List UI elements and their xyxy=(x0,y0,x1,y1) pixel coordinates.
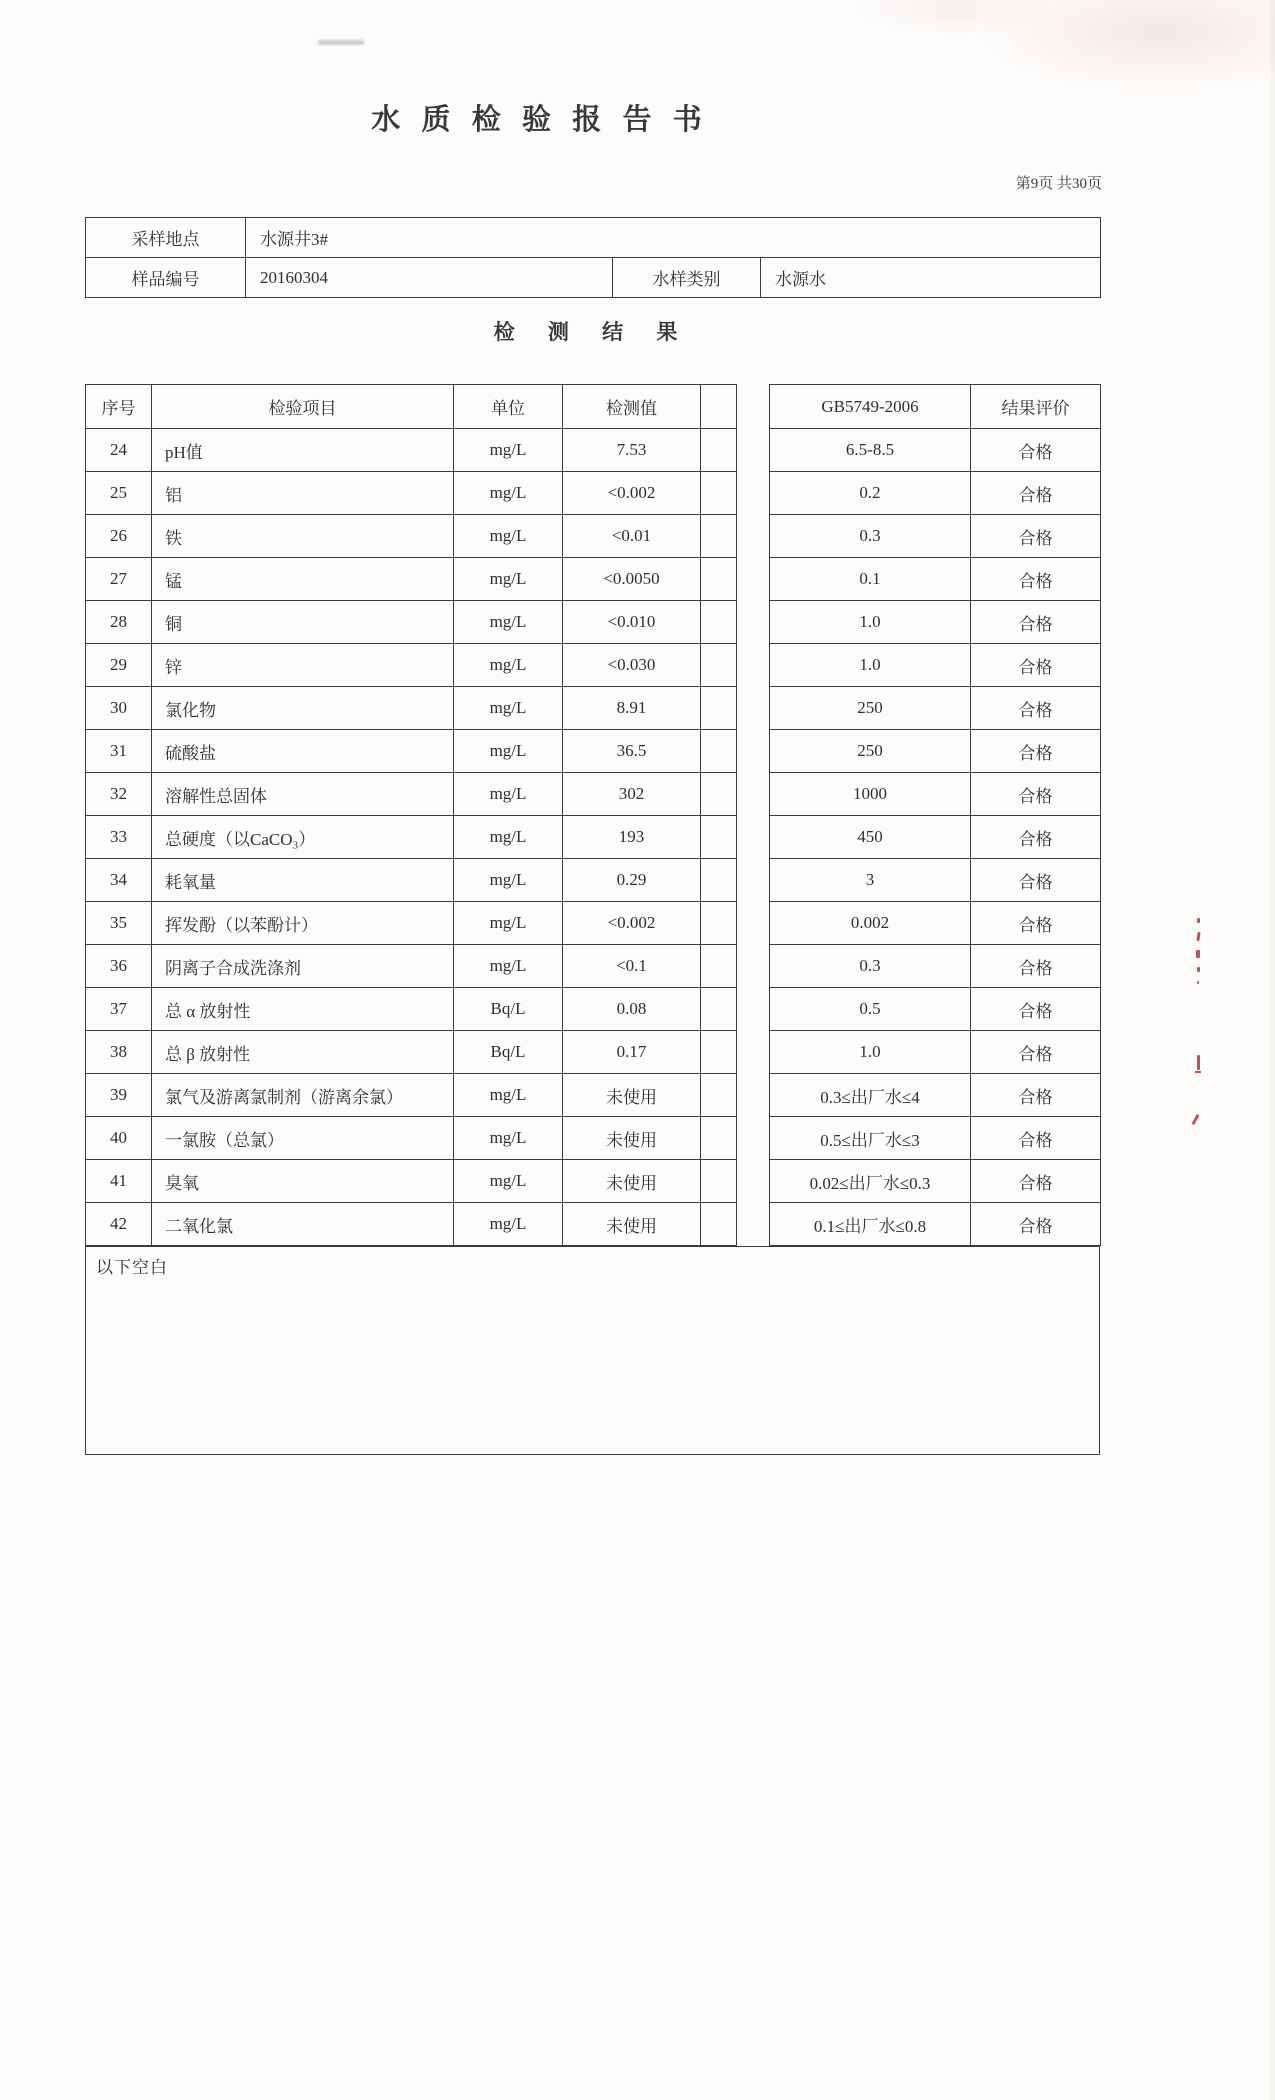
row-no: 40 xyxy=(86,1117,152,1160)
evaluation: 合格 xyxy=(971,1203,1101,1246)
ink-bleed-mark xyxy=(1197,1055,1200,1070)
result-row xyxy=(86,1160,737,1203)
item-name: 锰 xyxy=(152,558,454,601)
row-no: 27 xyxy=(86,558,152,601)
evaluation: 合格 xyxy=(971,1074,1101,1117)
row-spacer xyxy=(701,945,737,988)
result-row-standard xyxy=(770,644,1101,687)
unit: mg/L xyxy=(454,429,563,472)
unit: mg/L xyxy=(454,601,563,644)
row-spacer xyxy=(701,1117,737,1160)
ink-bleed-mark xyxy=(1192,1114,1200,1125)
evaluation: 合格 xyxy=(971,859,1101,902)
item-name: 耗氧量 xyxy=(152,859,454,902)
unit: mg/L xyxy=(454,816,563,859)
result-row xyxy=(86,902,737,945)
result-row-standard xyxy=(770,1031,1101,1074)
result-row xyxy=(86,1031,737,1074)
result-row-standard xyxy=(770,988,1101,1031)
measured-value: 36.5 xyxy=(563,730,701,773)
row-no: 41 xyxy=(86,1160,152,1203)
standard-limit: 0.1 xyxy=(770,558,971,601)
measured-value: <0.002 xyxy=(563,472,701,515)
sampling-site-value: 水源井3# xyxy=(246,218,1101,258)
measured-value: <0.002 xyxy=(563,902,701,945)
scan-smudge xyxy=(318,40,364,45)
measured-value: <0.1 xyxy=(563,945,701,988)
row-spacer xyxy=(701,773,737,816)
evaluation: 合格 xyxy=(971,472,1101,515)
row-spacer xyxy=(701,859,737,902)
evaluation: 合格 xyxy=(971,773,1101,816)
item-name: 硫酸盐 xyxy=(152,730,454,773)
item-name: 铝 xyxy=(152,472,454,515)
blank-note: 以下空白 xyxy=(96,1257,168,1277)
unit: mg/L xyxy=(454,902,563,945)
header-spacer xyxy=(701,385,737,429)
evaluation: 合格 xyxy=(971,902,1101,945)
row-no: 28 xyxy=(86,601,152,644)
evaluation: 合格 xyxy=(971,1117,1101,1160)
result-row-standard xyxy=(770,945,1101,988)
measured-value: <0.0050 xyxy=(563,558,701,601)
evaluation: 合格 xyxy=(971,1160,1101,1203)
row-no: 34 xyxy=(86,859,152,902)
standard-limit: 0.2 xyxy=(770,472,971,515)
measured-value: <0.030 xyxy=(563,644,701,687)
result-row-standard xyxy=(770,1117,1101,1160)
sample-info-table xyxy=(85,217,1101,298)
ink-bleed-marks xyxy=(1196,918,1200,984)
unit: mg/L xyxy=(454,945,563,988)
standard-limit: 250 xyxy=(770,687,971,730)
row-spacer xyxy=(701,601,737,644)
page-number: 第9页 共30页 xyxy=(1015,176,1102,192)
row-spacer xyxy=(701,988,737,1031)
result-row-standard xyxy=(770,472,1101,515)
header-item: 检验项目 xyxy=(152,385,454,429)
result-row xyxy=(86,1203,737,1246)
standard-limit: 0.3≤出厂水≤4 xyxy=(770,1074,971,1117)
measured-value: 7.53 xyxy=(563,429,701,472)
unit: mg/L xyxy=(454,515,563,558)
evaluation: 合格 xyxy=(971,558,1101,601)
item-name: pH值 xyxy=(152,429,454,472)
item-name: 挥发酚（以苯酚计） xyxy=(152,902,454,945)
unit: mg/L xyxy=(454,773,563,816)
row-no: 42 xyxy=(86,1203,152,1246)
section-title: 检 测 结 果 xyxy=(493,320,692,344)
row-spacer xyxy=(701,1160,737,1203)
result-row-standard xyxy=(770,558,1101,601)
item-name: 氯化物 xyxy=(152,687,454,730)
result-row-standard xyxy=(770,429,1101,472)
measured-value: 未使用 xyxy=(563,1074,701,1117)
standard-limit: 1000 xyxy=(770,773,971,816)
measured-value: <0.01 xyxy=(563,515,701,558)
result-row xyxy=(86,558,737,601)
row-spacer xyxy=(701,472,737,515)
result-row xyxy=(86,515,737,558)
result-row-standard xyxy=(770,1160,1101,1203)
row-no: 26 xyxy=(86,515,152,558)
standard-limit: 0.5 xyxy=(770,988,971,1031)
item-name: 臭氧 xyxy=(152,1160,454,1203)
row-spacer xyxy=(701,1074,737,1117)
row-spacer xyxy=(701,730,737,773)
result-row xyxy=(86,1074,737,1117)
result-row xyxy=(86,988,737,1031)
row-spacer xyxy=(701,429,737,472)
water-type-label: 水样类别 xyxy=(613,258,761,298)
result-row xyxy=(86,730,737,773)
row-no: 35 xyxy=(86,902,152,945)
evaluation: 合格 xyxy=(971,601,1101,644)
standard-limit: 0.3 xyxy=(770,945,971,988)
result-row xyxy=(86,773,737,816)
result-row xyxy=(86,687,737,730)
unit: mg/L xyxy=(454,687,563,730)
unit: Bq/L xyxy=(454,988,563,1031)
standard-limit: 0.3 xyxy=(770,515,971,558)
header-no: 序号 xyxy=(86,385,152,429)
sample-info-row xyxy=(86,218,1101,258)
header-unit: 单位 xyxy=(454,385,563,429)
row-no: 29 xyxy=(86,644,152,687)
header-evaluation: 结果评价 xyxy=(971,385,1101,429)
result-row-standard xyxy=(770,730,1101,773)
evaluation: 合格 xyxy=(971,429,1101,472)
row-spacer xyxy=(701,902,737,945)
unit: mg/L xyxy=(454,1074,563,1117)
row-no: 39 xyxy=(86,1074,152,1117)
standard-limit: 0.002 xyxy=(770,902,971,945)
item-name: 锌 xyxy=(152,644,454,687)
evaluation: 合格 xyxy=(971,687,1101,730)
row-no: 32 xyxy=(86,773,152,816)
unit: mg/L xyxy=(454,558,563,601)
evaluation: 合格 xyxy=(971,644,1101,687)
blank-remainder-box xyxy=(85,1246,1100,1455)
item-name: 总硬度（以CaCO₃） xyxy=(152,816,454,859)
result-row xyxy=(86,429,737,472)
standard-limit: 0.02≤出厂水≤0.3 xyxy=(770,1160,971,1203)
standard-limit: 1.0 xyxy=(770,601,971,644)
result-row-standard xyxy=(770,773,1101,816)
row-no: 33 xyxy=(86,816,152,859)
evaluation: 合格 xyxy=(971,988,1101,1031)
unit: mg/L xyxy=(454,1117,563,1160)
item-name: 阴离子合成洗涤剂 xyxy=(152,945,454,988)
measured-value: 0.08 xyxy=(563,988,701,1031)
result-row xyxy=(86,472,737,515)
results-table-left xyxy=(85,384,737,1246)
standard-limit: 0.1≤出厂水≤0.8 xyxy=(770,1203,971,1246)
sample-info-row xyxy=(86,258,1101,298)
unit: mg/L xyxy=(454,859,563,902)
standard-limit: 1.0 xyxy=(770,1031,971,1074)
page-title: 水 质 检 验 报 告 书 xyxy=(371,104,709,136)
results-table-right xyxy=(769,384,1101,1246)
standard-limit: 6.5-8.5 xyxy=(770,429,971,472)
unit: mg/L xyxy=(454,1160,563,1203)
item-name: 溶解性总固体 xyxy=(152,773,454,816)
row-spacer xyxy=(701,1203,737,1246)
measured-value: <0.010 xyxy=(563,601,701,644)
evaluation: 合格 xyxy=(971,515,1101,558)
result-row xyxy=(86,945,737,988)
row-no: 37 xyxy=(86,988,152,1031)
row-no: 31 xyxy=(86,730,152,773)
unit: mg/L xyxy=(454,730,563,773)
row-no: 38 xyxy=(86,1031,152,1074)
measured-value: 302 xyxy=(563,773,701,816)
result-row xyxy=(86,1117,737,1160)
header-value: 检测值 xyxy=(563,385,701,429)
row-no: 25 xyxy=(86,472,152,515)
row-spacer xyxy=(701,558,737,601)
evaluation: 合格 xyxy=(971,730,1101,773)
row-no: 36 xyxy=(86,945,152,988)
result-row xyxy=(86,601,737,644)
result-row-standard xyxy=(770,515,1101,558)
measured-value: 未使用 xyxy=(563,1160,701,1203)
result-row-standard xyxy=(770,902,1101,945)
item-name: 铁 xyxy=(152,515,454,558)
evaluation: 合格 xyxy=(971,945,1101,988)
standard-limit: 450 xyxy=(770,816,971,859)
row-spacer xyxy=(701,644,737,687)
sampling-site-label: 采样地点 xyxy=(86,218,246,258)
result-row-standard xyxy=(770,816,1101,859)
measured-value: 8.91 xyxy=(563,687,701,730)
item-name: 二氧化氯 xyxy=(152,1203,454,1246)
row-no: 30 xyxy=(86,687,152,730)
results-header-row xyxy=(86,385,737,429)
row-spacer xyxy=(701,687,737,730)
results-header-row xyxy=(770,385,1101,429)
result-row-standard xyxy=(770,859,1101,902)
measured-value: 未使用 xyxy=(563,1117,701,1160)
row-no: 24 xyxy=(86,429,152,472)
evaluation: 合格 xyxy=(971,816,1101,859)
result-row-standard xyxy=(770,1074,1101,1117)
standard-limit: 250 xyxy=(770,730,971,773)
item-name: 氯气及游离氯制剂（游离余氯） xyxy=(152,1074,454,1117)
result-row-standard xyxy=(770,601,1101,644)
unit: mg/L xyxy=(454,472,563,515)
sample-no-label: 样品编号 xyxy=(86,258,246,298)
unit: mg/L xyxy=(454,644,563,687)
unit: mg/L xyxy=(454,1203,563,1246)
row-spacer xyxy=(701,816,737,859)
result-row xyxy=(86,816,737,859)
item-name: 总 β 放射性 xyxy=(152,1031,454,1074)
result-row-standard xyxy=(770,687,1101,730)
item-name: 总 α 放射性 xyxy=(152,988,454,1031)
row-spacer xyxy=(701,515,737,558)
standard-limit: 1.0 xyxy=(770,644,971,687)
item-name: 一氯胺（总氯） xyxy=(152,1117,454,1160)
item-name: 铜 xyxy=(152,601,454,644)
result-row xyxy=(86,859,737,902)
evaluation: 合格 xyxy=(971,1031,1101,1074)
measured-value: 0.29 xyxy=(563,859,701,902)
standard-limit: 0.5≤出厂水≤3 xyxy=(770,1117,971,1160)
sample-no-value: 20160304 xyxy=(246,258,613,298)
row-spacer xyxy=(701,1031,737,1074)
header-standard: GB5749-2006 xyxy=(770,385,971,429)
measured-value: 193 xyxy=(563,816,701,859)
result-row xyxy=(86,644,737,687)
standard-limit: 3 xyxy=(770,859,971,902)
measured-value: 未使用 xyxy=(563,1203,701,1246)
result-row-standard xyxy=(770,1203,1101,1246)
water-type-value: 水源水 xyxy=(761,258,1101,298)
unit: Bq/L xyxy=(454,1031,563,1074)
measured-value: 0.17 xyxy=(563,1031,701,1074)
